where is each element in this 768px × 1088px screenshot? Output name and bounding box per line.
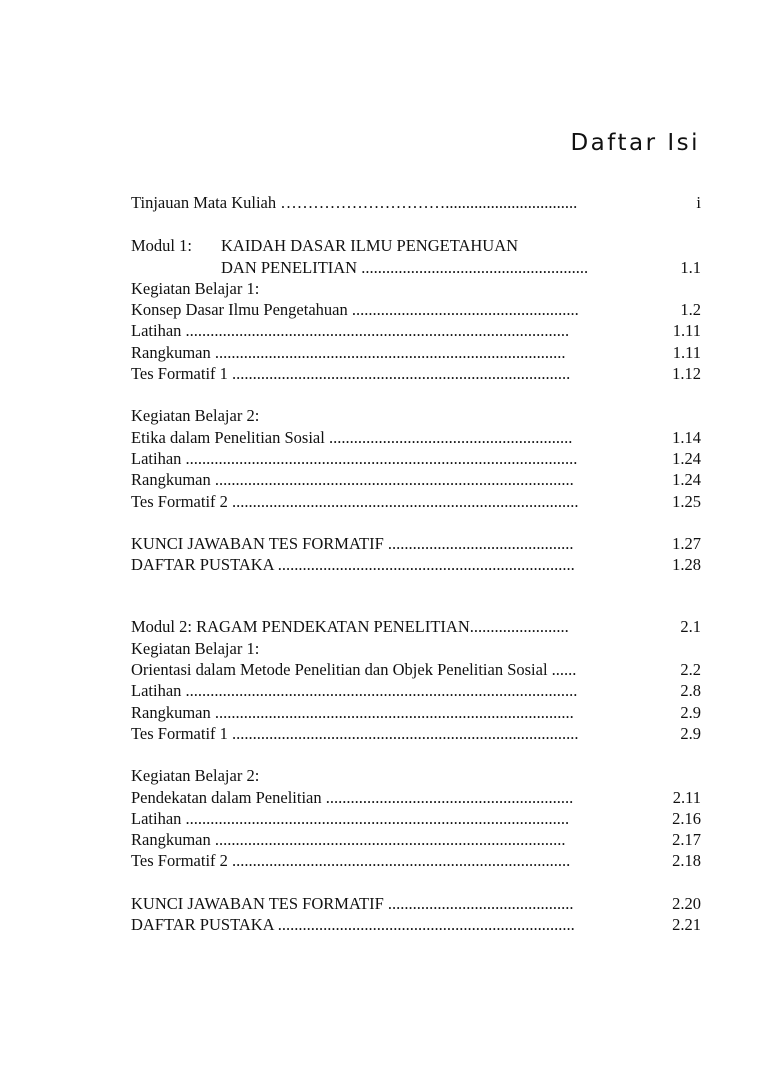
toc-page-number: 1.28 bbox=[672, 555, 701, 575]
toc-entry-text: Tes Formatif 2 .................................................................................. bbox=[131, 851, 571, 871]
table-of-contents bbox=[131, 192, 701, 935]
toc-entry-text: Latihan ............................................................................................... bbox=[131, 681, 578, 701]
toc-entry-text: Pendekatan dalam Penelitian ............................................................ bbox=[131, 787, 574, 807]
toc-entry-text: Rangkuman ....................................................................................... bbox=[131, 470, 574, 490]
toc-entry-tinjauan[interactable] bbox=[131, 192, 701, 213]
modul-2-title: RAGAM PENDEKATAN PENELITIAN........................ bbox=[196, 617, 569, 637]
toc-entry-daftar-pustaka[interactable] bbox=[131, 914, 701, 935]
toc-page-number: 2.9 bbox=[680, 702, 701, 722]
kegiatan-belajar-heading bbox=[131, 765, 701, 786]
toc-entry[interactable] bbox=[131, 808, 701, 829]
toc-entry[interactable] bbox=[131, 491, 701, 512]
toc-entry[interactable] bbox=[131, 448, 701, 469]
toc-page-number: i bbox=[696, 193, 701, 212]
toc-entry[interactable] bbox=[131, 723, 701, 744]
toc-entry-text: KUNCI JAWABAN TES FORMATIF ............................................. bbox=[131, 533, 574, 553]
toc-page-number: 2.9 bbox=[680, 723, 701, 743]
toc-page-number: 1.24 bbox=[672, 470, 701, 490]
toc-entry-text: DAFTAR PUSTAKA ........................................................................ bbox=[131, 915, 575, 935]
kegiatan-belajar-heading bbox=[131, 638, 701, 659]
toc-entry[interactable] bbox=[131, 659, 701, 680]
toc-page-number: 1.11 bbox=[672, 342, 701, 362]
toc-page-number: 2.2 bbox=[680, 660, 701, 680]
toc-page-number: 2.21 bbox=[672, 915, 701, 935]
toc-page-number: 1.12 bbox=[672, 364, 701, 384]
toc-page-number: 2.11 bbox=[672, 787, 701, 807]
kegiatan-belajar-label: Kegiatan Belajar 1: bbox=[131, 278, 260, 298]
modul-1-heading[interactable] bbox=[131, 235, 701, 256]
toc-entry[interactable] bbox=[131, 320, 701, 341]
toc-page-number: 1.27 bbox=[672, 533, 701, 553]
toc-page-number: 1.25 bbox=[672, 491, 701, 511]
toc-entry-text: Orientasi dalam Metode Penelitian dan Objek Penelitian Sosial ...... bbox=[131, 660, 577, 680]
modul-1-heading-cont[interactable] bbox=[131, 257, 701, 278]
toc-entry-text: Latihan ............................................................................................. bbox=[131, 808, 570, 828]
toc-entry[interactable] bbox=[131, 469, 701, 490]
toc-entry-text: Tinjauan Mata Kuliah …………………………................................ bbox=[131, 193, 578, 212]
modul-1-title: KAIDAH DASAR ILMU PENGETAHUAN bbox=[221, 236, 519, 256]
toc-page-number: 2.16 bbox=[672, 808, 701, 828]
toc-entry[interactable] bbox=[131, 829, 701, 850]
toc-entry[interactable] bbox=[131, 787, 701, 808]
kegiatan-belajar-label: Kegiatan Belajar 1: bbox=[131, 638, 260, 658]
toc-page-number: 1.24 bbox=[672, 448, 701, 468]
toc-page-number: 1.2 bbox=[680, 300, 701, 320]
toc-entry-text: Latihan ............................................................................................. bbox=[131, 321, 570, 341]
toc-page-number: 2.1 bbox=[680, 617, 701, 637]
toc-entry-text: Tes Formatif 1 .................................................................................... bbox=[131, 723, 579, 743]
toc-entry-text: Tes Formatif 1 .................................................................................. bbox=[131, 364, 571, 384]
kegiatan-belajar-heading bbox=[131, 405, 701, 426]
toc-entry-text: KUNCI JAWABAN TES FORMATIF ............................................. bbox=[131, 893, 574, 913]
toc-page-number: 2.20 bbox=[672, 893, 701, 913]
kegiatan-belajar-label: Kegiatan Belajar 2: bbox=[131, 406, 260, 426]
toc-entry[interactable] bbox=[131, 342, 701, 363]
toc-page-number: 1.14 bbox=[672, 427, 701, 447]
toc-entry-kunci-jawaban[interactable] bbox=[131, 893, 701, 914]
toc-entry-text: Tes Formatif 2 .................................................................................... bbox=[131, 491, 579, 511]
modul-2-label: Modul 2: bbox=[131, 617, 192, 637]
toc-entry[interactable] bbox=[131, 702, 701, 723]
kegiatan-belajar-label: Kegiatan Belajar 2: bbox=[131, 766, 260, 786]
toc-entry-kunci-jawaban[interactable] bbox=[131, 533, 701, 554]
modul-1-label: Modul 1: bbox=[131, 236, 192, 256]
modul-2-heading[interactable] bbox=[131, 616, 701, 637]
modul-1-title-line2: DAN PENELITIAN ....................................................... bbox=[221, 257, 589, 277]
toc-entry-text: Konsep Dasar Ilmu Pengetahuan ....................................................... bbox=[131, 300, 579, 320]
toc-page-number: 2.17 bbox=[672, 830, 701, 850]
toc-entry-text: Rangkuman ..................................................................................... bbox=[131, 342, 566, 362]
toc-entry[interactable] bbox=[131, 299, 701, 320]
page-title: Daftar Isi bbox=[570, 130, 700, 156]
toc-entry[interactable] bbox=[131, 363, 701, 384]
toc-entry[interactable] bbox=[131, 680, 701, 701]
toc-entry-text: Etika dalam Penelitian Sosial ........................................................... bbox=[131, 427, 573, 447]
toc-entry-daftar-pustaka[interactable] bbox=[131, 554, 701, 575]
toc-page-number: 1.11 bbox=[672, 321, 701, 341]
toc-page-number: 2.18 bbox=[672, 851, 701, 871]
toc-entry-text: Latihan ............................................................................................... bbox=[131, 448, 578, 468]
toc-entry-text: DAFTAR PUSTAKA ........................................................................ bbox=[131, 555, 575, 575]
toc-page-number: 2.8 bbox=[680, 681, 701, 701]
toc-entry[interactable] bbox=[131, 850, 701, 871]
kegiatan-belajar-heading bbox=[131, 278, 701, 299]
toc-page-number: 1.1 bbox=[680, 257, 701, 277]
toc-entry-text: Rangkuman ..................................................................................... bbox=[131, 830, 566, 850]
toc-entry-text: Rangkuman ....................................................................................... bbox=[131, 702, 574, 722]
toc-entry[interactable] bbox=[131, 427, 701, 448]
